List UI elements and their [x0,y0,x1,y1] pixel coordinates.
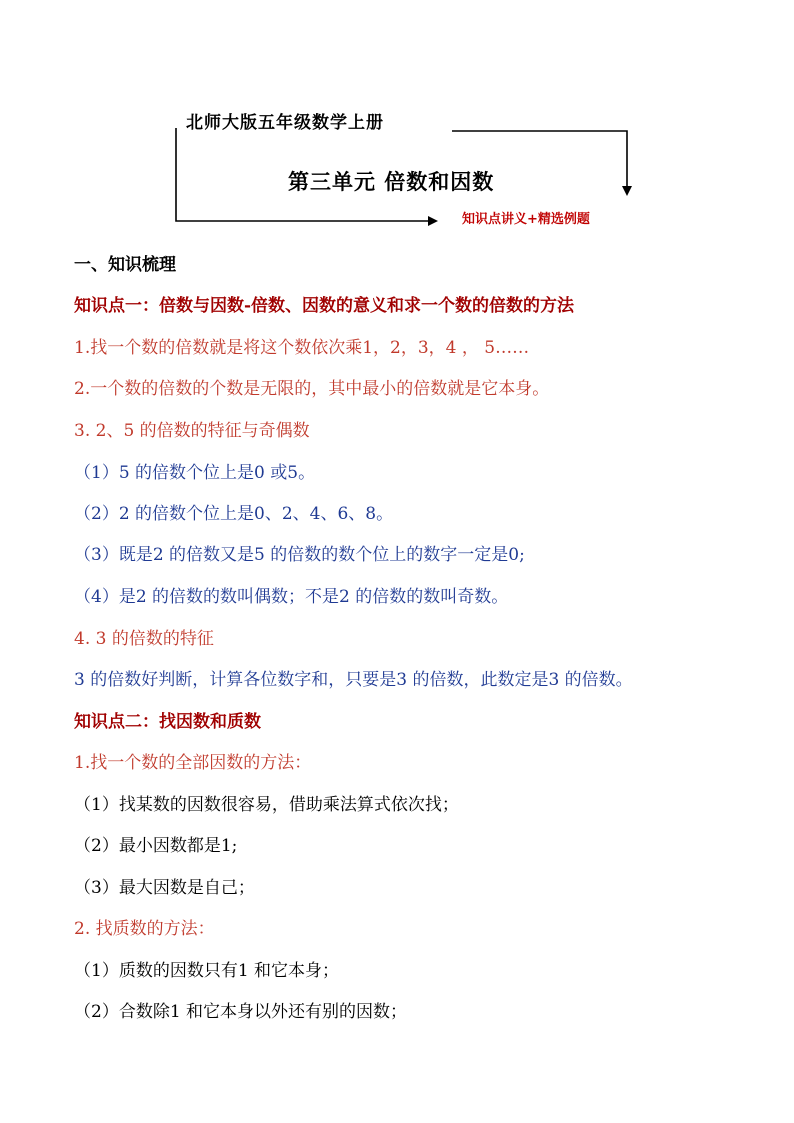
document-header [0,0,794,240]
point2-item1: 1.找一个数的全部因数的方法： [74,753,312,773]
point1-item1: 1.找一个数的倍数就是将这个数依次乘1，2，3，4 ， 5…… [74,338,530,358]
subtitle: 知识点讲义+精选例题 [462,212,590,227]
point1-item3: 3. 2、5 的倍数的特征与奇偶数 [74,421,310,441]
point1-item4: 4. 3 的倍数的特征 [74,629,214,649]
book-title: 北师大版五年级数学上册 [186,113,384,133]
point1-item4-text: 3 的倍数好判断，计算各位数字和，只要是3 的倍数，此数定是3 的倍数。 [74,670,633,690]
point2-sub2: （2）最小因数都是1; [74,836,238,856]
point2-sub4: （1）质数的因数只有1 和它本身； [74,961,340,981]
header-frame-lines [0,0,794,240]
unit-title: 第三单元 倍数和因数 [288,169,495,194]
point2-sub1: （1）找某数的因数很容易，借助乘法算式依次找； [74,795,459,815]
point2-sub3: （3）最大因数是自己； [74,878,255,898]
point2-item2: 2. 找质数的方法： [74,919,215,939]
point1-sub2: （2）2 的倍数个位上是0、2、4、6、8。 [74,504,394,524]
section-title: 一、知识梳理 [74,255,176,275]
point1-title: 知识点一：倍数与因数-倍数、因数的意义和求一个数的倍数的方法 [74,296,575,316]
point1-item2: 2.一个数的倍数的个数是无限的，其中最小的倍数就是它本身。 [74,379,550,399]
point2-title: 知识点二：找因数和质数 [74,712,261,732]
point1-sub4: （4）是2 的倍数的数叫偶数；不是2 的倍数的数叫奇数。 [74,587,509,607]
point1-sub1: （1）5 的倍数个位上是0 或5。 [74,463,316,483]
point2-sub5: （2）合数除1 和它本身以外还有别的因数； [74,1002,408,1022]
point1-sub3: （3）既是2 的倍数又是5 的倍数的数个位上的数字一定是0; [74,545,525,565]
